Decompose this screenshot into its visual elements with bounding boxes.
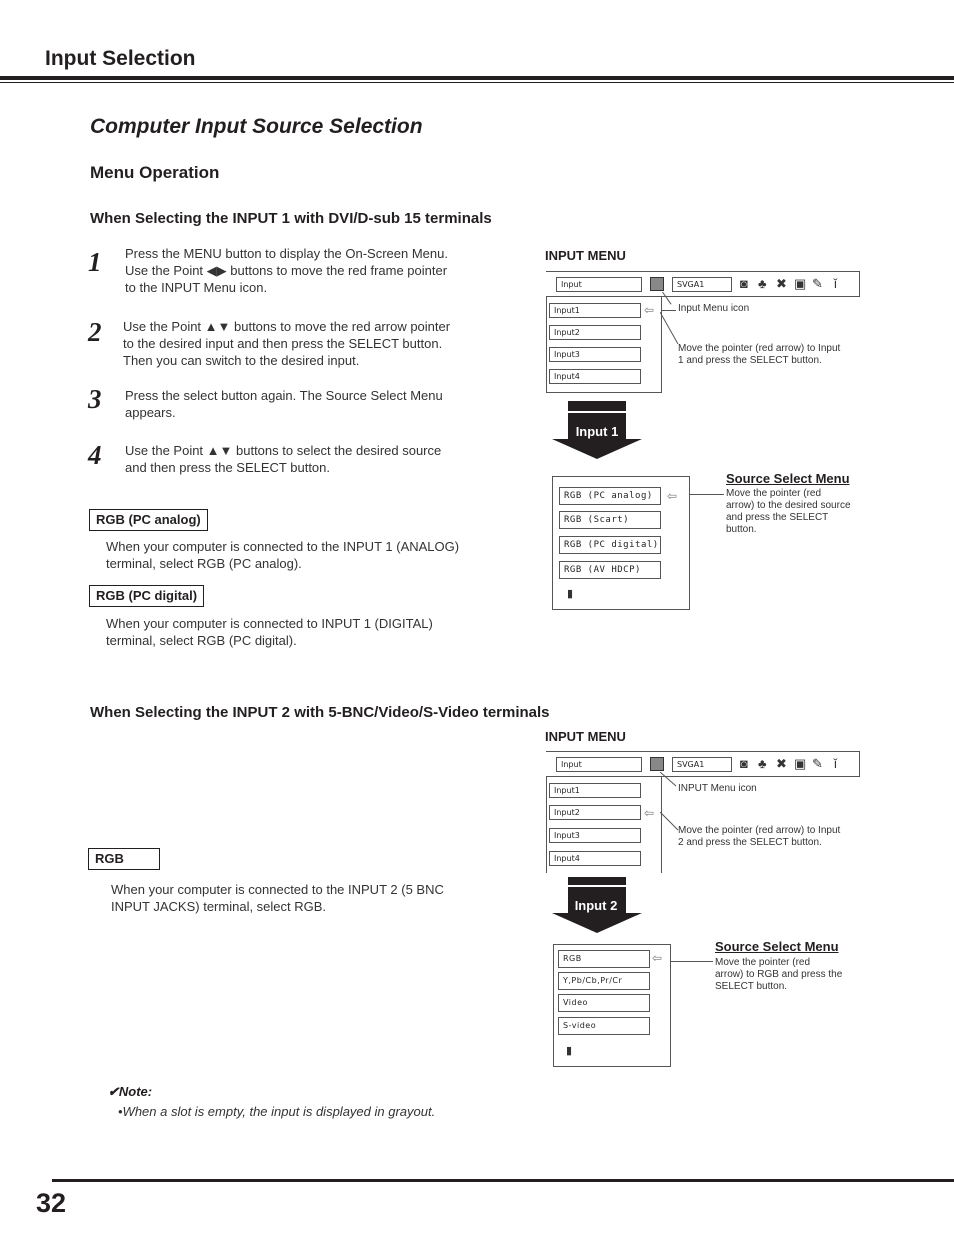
screen-icon: ▣ — [794, 276, 807, 291]
header-rule — [0, 76, 954, 80]
step-text: Use the Point ▲▼ buttons to move the red arrow pointer to the desired input and then press the SELECT button. Then you can switch to the desired input. — [123, 319, 451, 368]
main-heading: Computer Input Source Selection — [90, 115, 423, 138]
input-item[interactable]: Input4 — [549, 851, 641, 866]
leader-line — [660, 312, 680, 346]
input-menu-label: INPUT MENU — [545, 729, 626, 744]
settings-icon: ✖ — [776, 276, 787, 291]
signal-field: SVGA1 — [672, 277, 732, 292]
callout-input-menu-icon: INPUT Menu icon — [678, 783, 757, 794]
exit-icon: ▮ — [566, 1045, 573, 1057]
option-description: When your computer is connected to the INPUT 2 (5 BNC INPUT JACKS) terminal, select RGB. — [111, 882, 444, 914]
input-menu-label: INPUT MENU — [545, 248, 626, 263]
option-label-rgb-pc-digital: RGB (PC digital) — [89, 585, 204, 607]
pencil-icon: ✎ — [812, 276, 823, 291]
input-item[interactable]: Input4 — [549, 369, 641, 384]
leader-line — [660, 772, 680, 788]
input-menu-icon — [650, 277, 664, 291]
input-menu-screen — [546, 271, 860, 396]
sub-heading: Menu Operation — [90, 163, 220, 182]
step-number: 3 — [88, 384, 102, 414]
part2-heading: When Selecting the INPUT 2 with 5-BNC/Video/S-Video terminals — [90, 704, 550, 721]
input-menu-screen — [546, 751, 860, 876]
input-item[interactable]: Input1 — [549, 303, 641, 318]
step-number: 1 — [88, 247, 102, 277]
step-number: 4 — [88, 440, 102, 470]
settings-icon: ✖ — [776, 756, 787, 771]
input-item[interactable]: Input3 — [549, 347, 641, 362]
red-arrow-pointer-icon: ⇦ — [644, 303, 655, 317]
leader-line — [660, 812, 680, 832]
input-item[interactable]: Input2 — [549, 325, 641, 340]
image-icon: ◙ — [740, 756, 748, 771]
image-icon: ◙ — [740, 276, 748, 291]
source-item[interactable]: RGB (PC digital) — [559, 536, 661, 554]
note-title: ✔Note: — [108, 1084, 153, 1099]
source-item[interactable]: RGB (Scart) — [559, 511, 661, 529]
pencil-icon: ✎ — [812, 756, 823, 771]
leader-line — [662, 310, 676, 311]
step-text: Use the Point ▲▼ buttons to select the desired source and then press the SELECT button. — [125, 443, 442, 475]
input-item[interactable]: Input3 — [549, 828, 641, 843]
source-select-description: Move the pointer (red arrow) to RGB and press the SELECT button. — [715, 957, 843, 992]
option-label-rgb: RGB — [88, 848, 160, 870]
arrow-label: Input 2 — [574, 898, 618, 913]
input-field: Input — [556, 277, 642, 292]
input-field: Input — [556, 757, 642, 772]
source-select-title: Source Select Menu — [715, 939, 839, 954]
option-description: When your computer is connected to INPUT 1 (DIGITAL) terminal, select RGB (PC digital). — [106, 616, 433, 648]
source-item[interactable]: RGB (AV HDCP) — [559, 561, 661, 579]
exit-icon: ▮ — [567, 588, 574, 600]
input-item[interactable]: Input2 — [549, 805, 641, 820]
option-description: When your computer is connected to the INPUT 1 (ANALOG) terminal, select RGB (PC analog). — [106, 539, 460, 571]
part1-heading: When Selecting the INPUT 1 with DVI/D-sub 15 terminals — [90, 210, 492, 227]
info-icon: ǐ — [834, 756, 837, 771]
red-arrow-pointer-icon: ⇦ — [644, 806, 655, 820]
option-label-rgb-pc-analog: RGB (PC analog) — [89, 509, 208, 531]
source-item[interactable]: RGB (PC analog) — [559, 487, 661, 505]
red-arrow-pointer-icon: ⇦ — [667, 489, 678, 503]
source-select-menu — [553, 944, 671, 1067]
input-menu-icon — [650, 757, 664, 771]
callout-input-menu-icon: Input Menu icon — [678, 303, 750, 314]
step-number: 2 — [88, 317, 102, 347]
callout-pointer: Move the pointer (red arrow) to Input 1 and press the SELECT button. — [678, 343, 841, 366]
shapes-icon: ♣ — [758, 276, 767, 291]
shapes-icon: ♣ — [758, 756, 767, 771]
header-rule-thin — [0, 82, 954, 83]
source-item[interactable]: Video — [558, 994, 650, 1012]
info-icon: ǐ — [834, 276, 837, 291]
section-title: Input Selection — [45, 47, 196, 70]
input-item[interactable]: Input1 — [549, 783, 641, 798]
source-item[interactable]: RGB — [558, 950, 650, 968]
source-select-menu — [552, 476, 690, 610]
red-arrow-pointer-icon: ⇦ — [652, 951, 663, 965]
source-item[interactable]: S-video — [558, 1017, 650, 1035]
source-select-title: Source Select Menu — [726, 471, 850, 486]
footer-rule — [52, 1179, 954, 1182]
source-select-description: Move the pointer (red arrow) to the desired source and press the SELECT button. — [726, 488, 851, 535]
leader-line — [671, 961, 713, 962]
page-number: 32 — [36, 1188, 67, 1218]
step-text: Press the MENU button to display the On-Screen Menu. Use the Point ◀▶ buttons to move the red frame pointer to the INPUT Menu icon. — [125, 246, 448, 295]
source-item[interactable]: Y,Pb/Cb,Pr/Cr — [558, 972, 650, 990]
note-text: •When a slot is empty, the input is displayed in grayout. — [118, 1104, 436, 1119]
leader-line — [690, 494, 724, 495]
signal-field: SVGA1 — [672, 757, 732, 772]
arrow-label: Input 1 — [575, 424, 619, 439]
callout-pointer: Move the pointer (red arrow) to Input 2 and press the SELECT button. — [678, 825, 841, 848]
step-text: Press the select button again. The Source Select Menu appears. — [125, 388, 443, 420]
screen-icon: ▣ — [794, 756, 807, 771]
